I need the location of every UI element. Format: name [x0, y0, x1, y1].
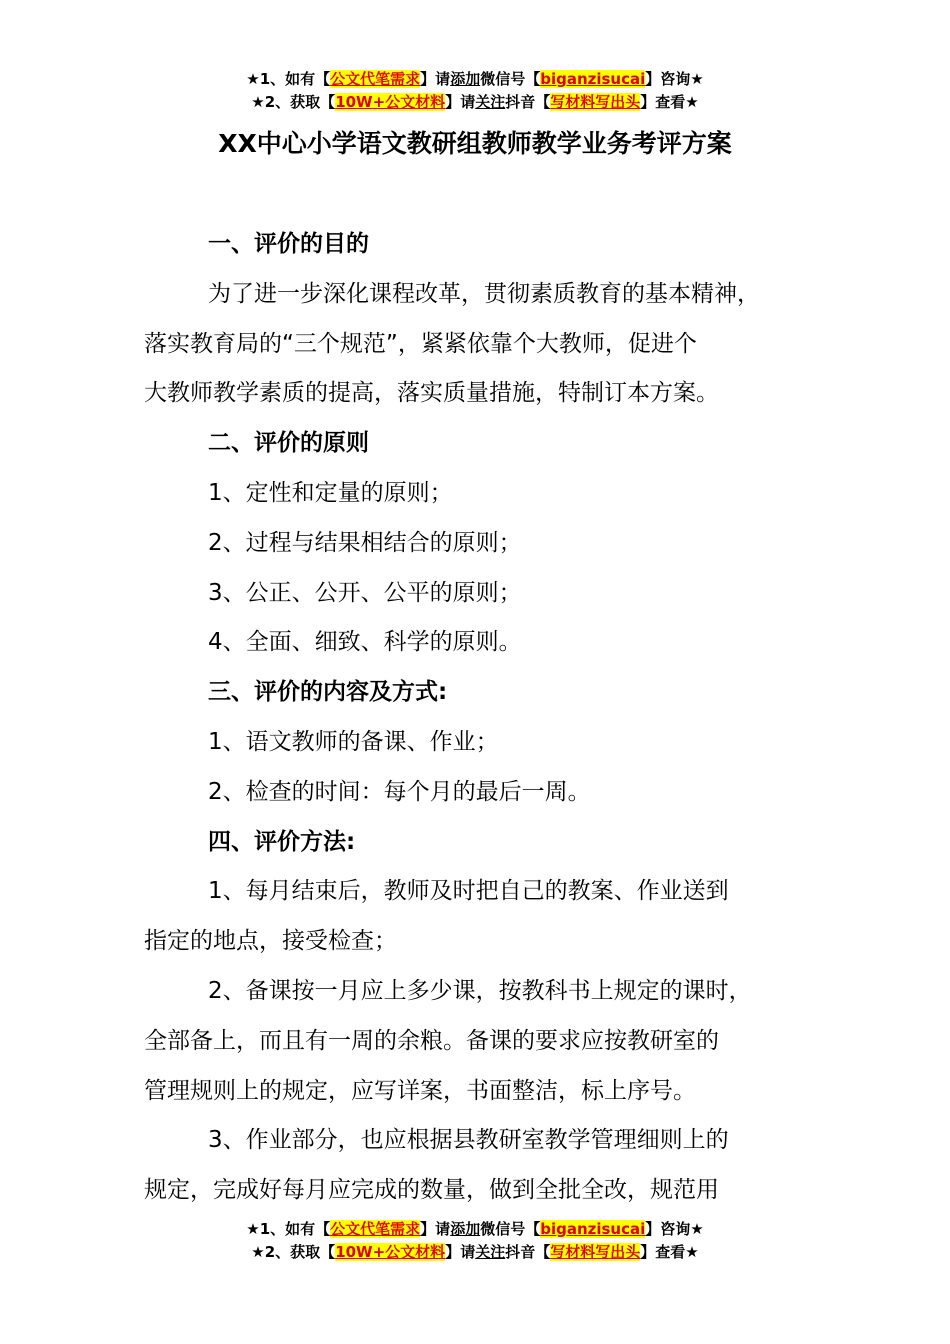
banner-text: 】咨询★ — [645, 70, 704, 88]
underlined-text: 关注 — [475, 1243, 506, 1261]
highlight-text: 写材料写出头 — [550, 1243, 641, 1261]
paragraph-line: 管理规则上的规定，应写详案，书面整洁，标上序号。 — [144, 1077, 696, 1104]
banner-text: 】请 — [445, 93, 476, 111]
highlight-text: 公文代笔需求 — [330, 70, 421, 88]
highlight-text: 10W+公文材料 — [335, 1243, 446, 1261]
section-heading: 二、评价的原则 — [208, 430, 369, 457]
paragraph-line: 规定，完成好每月应完成的数量，做到全批全改，规范用 — [144, 1177, 719, 1204]
list-item: 1、定性和定量的原则； — [208, 479, 453, 506]
section-heading: 三、评价的内容及方式: — [208, 679, 448, 706]
banner-line-1 — [0, 68, 950, 91]
banner-text: 】查看★ — [640, 93, 699, 111]
banner-text: 抖音【 — [505, 1243, 551, 1261]
list-item: 2、检查的时间：每个月的最后一周。 — [208, 778, 591, 805]
banner-line-1 — [0, 1218, 950, 1241]
banner-text: 抖音【 — [505, 93, 551, 111]
banner-text: ★2、获取【 — [251, 1243, 336, 1261]
list-item: 1、每月结束后，教师及时把自己的教案、作业送到 — [208, 878, 729, 905]
banner-text: ★2、获取【 — [251, 93, 336, 111]
underlined-text: 添加 — [450, 70, 481, 88]
document-body — [144, 220, 834, 1216]
paragraph-line: 全部备上，而且有一周的余粮。备课的要求应按教研室的 — [144, 1027, 719, 1054]
banner-text: 微信号【 — [480, 1220, 541, 1238]
underlined-text: 添加 — [450, 1220, 481, 1238]
header-banner — [0, 68, 950, 114]
highlight-text: biganzisucai — [540, 70, 646, 88]
highlight-text: 公文代笔需求 — [330, 1220, 421, 1238]
banner-text: ★1、如有【 — [246, 70, 331, 88]
document-title: XX中心小学语文教研组教师教学业务考评方案 — [218, 129, 732, 158]
banner-text: 微信号【 — [480, 70, 541, 88]
banner-text: ★1、如有【 — [246, 1220, 331, 1238]
paragraph-line: 落实教育局的“三个规范”，紧紧依靠个大教师，促进个 — [144, 330, 697, 357]
banner-text: 】查看★ — [640, 1243, 699, 1261]
highlight-text: 10W+公文材料 — [335, 93, 446, 111]
banner-text: 】请 — [420, 1220, 451, 1238]
list-item: 3、公正、公开、公平的原则； — [208, 579, 522, 606]
section-heading: 四、评价方法: — [208, 828, 356, 855]
list-item: 2、过程与结果相结合的原则； — [208, 529, 522, 556]
list-item: 1、语文教师的备课、作业； — [208, 728, 499, 755]
banner-text: 】请 — [445, 1243, 476, 1261]
banner-line-2 — [0, 1241, 950, 1264]
banner-text: 】咨询★ — [645, 1220, 704, 1238]
section-heading: 一、评价的目的 — [208, 231, 369, 257]
list-item: 2、备课按一月应上多少课，按教科书上规定的课时， — [208, 977, 752, 1004]
banner-text: 】请 — [420, 70, 451, 88]
footer-banner — [0, 1218, 950, 1264]
underlined-text: 关注 — [475, 93, 506, 111]
list-item: 4、全面、细致、科学的原则。 — [208, 629, 522, 656]
banner-line-2 — [0, 91, 950, 114]
paragraph-line: 大教师教学素质的提高，落实质量措施，特制订本方案。 — [144, 380, 719, 407]
paragraph-line: 指定的地点，接受检查； — [144, 928, 397, 955]
highlight-text: biganzisucai — [540, 1220, 646, 1238]
list-item: 3、作业部分，也应根据县教研室教学管理细则上的 — [208, 1127, 729, 1154]
highlight-text: 写材料写出头 — [550, 93, 641, 111]
paragraph-line: 为了进一步深化课程改革，贯彻素质教育的基本精神， — [208, 280, 760, 307]
